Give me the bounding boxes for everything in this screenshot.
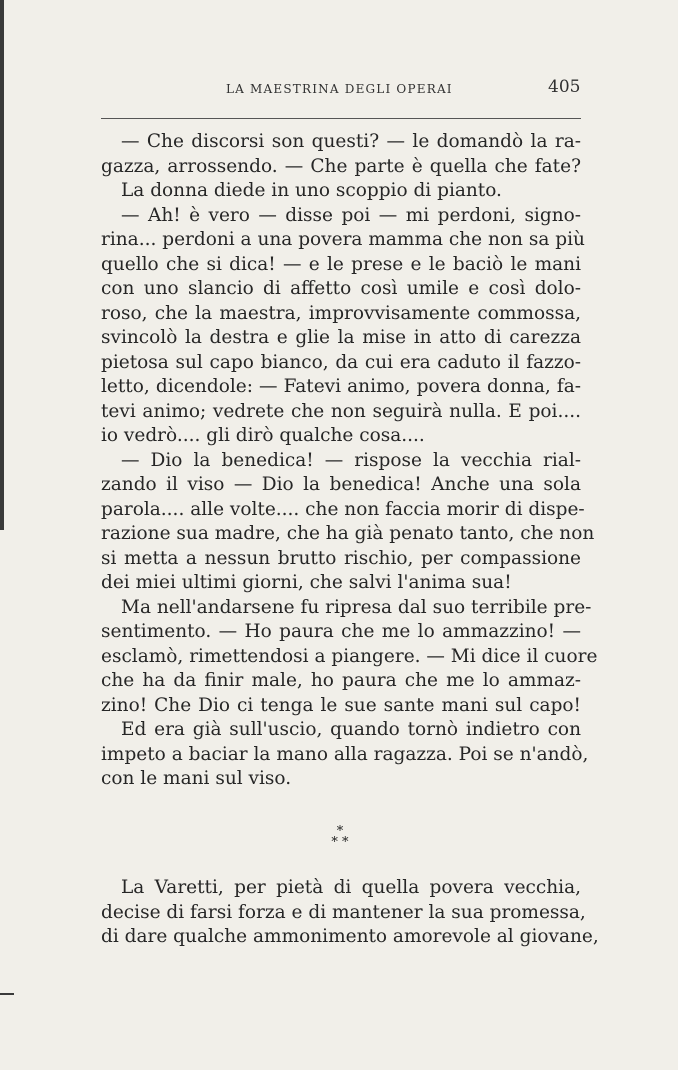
text-line: La donna diede in uno scoppio di pianto. [121,180,502,201]
text-line: dei miei ultimi giorni, che salvi l'anima sua! [101,572,512,593]
text-line: tevi animo; vedrete che non seguirà nulla. E poi.... [101,400,581,422]
text-line: pietosa sul capo bianco, da cui era caduto il fazzo- [101,351,581,373]
text-line: roso, che la maestra, improvvisamente commossa, [101,302,581,324]
text-line: gazza, arrossendo. — Che parte è quella che fate? [101,155,581,177]
text-line: rina... perdoni a una povera mamma che non sa più [101,229,585,250]
section-break-asterism: * * * [331,824,349,850]
text-line: zino! Che Dio ci tenga le sue sante mani sul capo! [101,694,581,716]
text-line: che ha da finir male, ho paura che me lo ammaz- [101,670,581,691]
text-line: decise di farsi forza e di mantener la sua promessa, [101,901,586,923]
text-line: — Ah! è vero — disse poi — mi perdoni, signo- [121,204,581,226]
text-line: — Che discorsi son questi? — le domandò la ra- [121,131,581,152]
margin-mark [0,993,14,995]
text-line: parola.... alle volte.... che non faccia morir di dispe- [101,498,585,520]
text-line: con uno slancio di affetto così umile e così dolo- [101,278,581,299]
text-line: svincolò la destra e glie la mise in atto di carezza [101,327,581,348]
header-rule [101,118,581,119]
text-line: con le mani sul viso. [101,768,292,789]
text-line: sentimento. — Ho paura che me lo ammazzino! — [101,621,581,642]
text-line: si metta a nessun brutto rischio, per compassione [101,547,581,569]
text-line: La Varetti, per pietà di quella povera vecchia, [121,877,581,898]
page-number: 405 [548,77,581,97]
text-line: io vedrò.... gli dirò qualche cosa.... [101,425,425,446]
text-line: esclamò, rimettendosi a piangere. — Mi dice il cuore [101,645,598,667]
text-line: di dare qualche ammonimento amorevole al giovane, [101,926,599,947]
body-text [101,130,598,792]
running-title: LA MAESTRINA DEGLI OPERAI [226,82,453,96]
text-line: quello che si dica! — e le prese e le baciò le mani [101,253,581,275]
text-line: zando il viso — Dio la benedica! Anche una sola [101,474,581,495]
text-line: — Dio la benedica! — rispose la vecchia rial- [121,449,581,471]
text-line: impeto a baciar la mano alla ragazza. Poi se n'andò, [101,743,589,765]
text-line: letto, dicendole: — Fatevi animo, povera donna, fa- [101,376,581,397]
page-edge-shadow [0,0,4,530]
text-line: Ma nell'andarsene fu ripresa dal suo terribile pre- [121,596,592,618]
body-text-continued [101,876,599,950]
text-line: Ed era già sull'uscio, quando tornò indietro con [121,719,581,740]
text-line: razione sua madre, che ha già penato tanto, che non [101,523,595,544]
